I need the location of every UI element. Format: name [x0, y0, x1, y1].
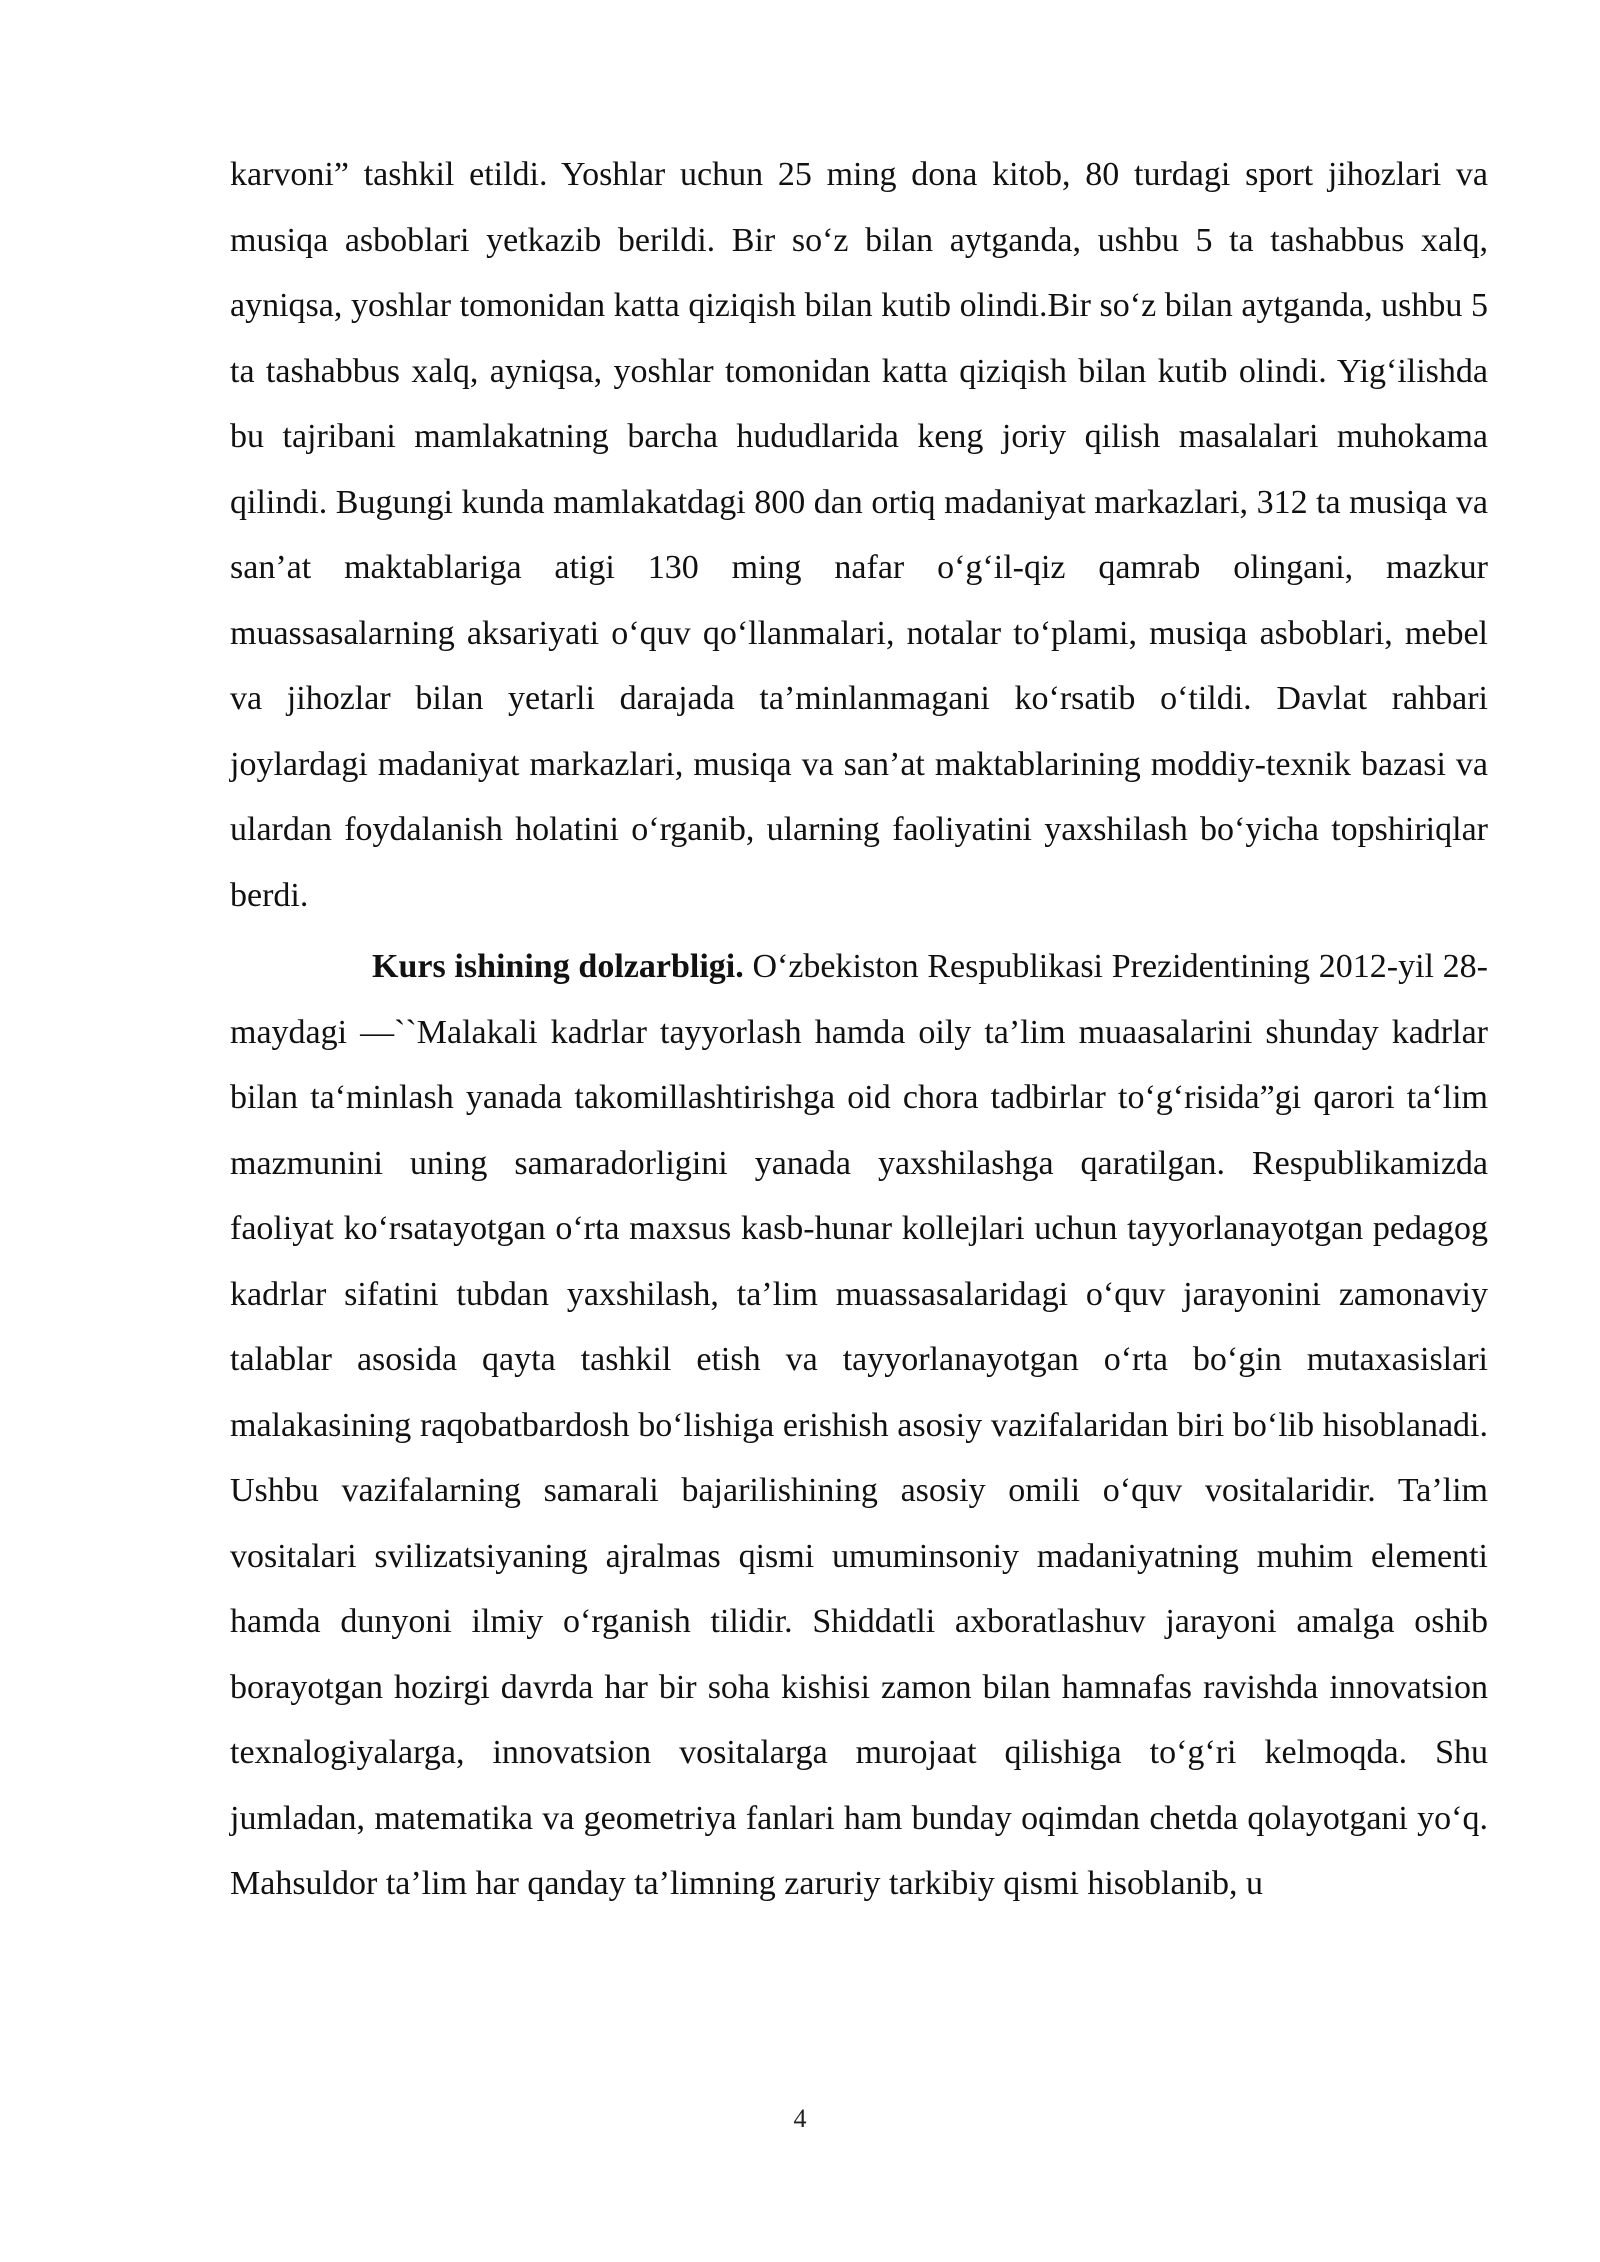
body-paragraph: karvoni” tashkil etildi. Yoshlar uchun 25 ming dona kitob, 80 turdagi sport jihozlari va musiqa asboblari yetkazib berildi. Bir soʻz bilan aytganda, ushbu 5 ta tashabbus xalq, ayniqsa, yoshlar tomonidan katta qiziqish bilan kutib olindi.Bir soʻz bilan aytganda, ushbu 5 ta tashabbus xalq, ayniqsa, yoshlar tomonidan katta qiziqish bilan kutib olindi. Yigʻilishda bu tajribani mamlakatning barcha hududlarida keng joriy qilish masalalari muhokama qilindi. Bugungi kunda mamlakatdagi 800 dan ortiq madaniyat markazlari, 312 ta musiqa va san’at maktablariga atigi 130 ming nafar oʻgʻil-qiz qamrab olingani, mazkur muassasalarning aksariyati oʻquv qoʻllanmalari, notalar toʻplami, musiqa asboblari, mebel va jihozlar bilan yetarli darajada ta’minlanmagani koʻrsatib oʻtildi. Davlat rahbari joylardagi madaniyat markazlari, musiqa va san’at maktablarining moddiy-texnik bazasi va ulardan foydalanish holatini oʻrganib, ularning faoliyatini yaxshilash boʻyicha topshiriqlar berdi.: [230, 156, 1488, 914]
document-body: [230, 142, 1488, 1917]
body-paragraph-relevance: [230, 934, 1488, 1917]
section-heading-inline: Kurs ishining dolzarbligi.: [372, 948, 744, 985]
page-number: 4: [793, 2104, 807, 2133]
body-paragraph-text: Oʻzbekiston Respublikasi Prezidentining 2012-yil 28-maydagi —``Malakali kadrlar tayyorlash hamda oily ta’lim muaasalarini shunday kadrlar bilan taʻminlash yanada takomillashtirishga oid chora tadbirlar toʻgʻrisida”gi qarori taʻlim mazmunini uning samaradorligini yanada yaxshilashga qaratilgan. Respublikamizda faoliyat koʻrsatayotgan oʻrta maxsus kasb-hunar kollejlari uchun tayyorlanayotgan pedagog kadrlar sifatini tubdan yaxshilash, ta’lim muassasalaridagi oʻquv jarayonini zamonaviy talablar asosida qayta tashkil etish va tayyorlanayotgan oʻrta boʻgin mutaxasislari malakasining raqobatbardosh boʻlishiga erishish asosiy vazifalaridan biri boʻlib hisoblanadi. Ushbu vazifalarning samarali bajarilishining asosiy omili oʻquv vositalaridir. Ta’lim vositalari svilizatsiyaning ajralmas qismi umuminsoniy madaniyatning muhim elementi hamda dunyoni ilmiy oʻrganish tilidir. Shiddatli axboratlashuv jarayoni amalga oshib borayotgan hozirgi davrda har bir soha kishisi zamon bilan hamnafas ravishda innovatsion texnalogiyalarga, innovatsion vositalarga murojaat qilishiga toʻgʻri kelmoqda. Shu jumladan, matematika va geometriya fanlari ham bunday oqimdan chetda qolayotgani yoʻq. Mahsuldor ta’lim har qanday ta’limning zaruriy tarkibiy qismi hisoblanib, u: [230, 948, 1489, 1902]
